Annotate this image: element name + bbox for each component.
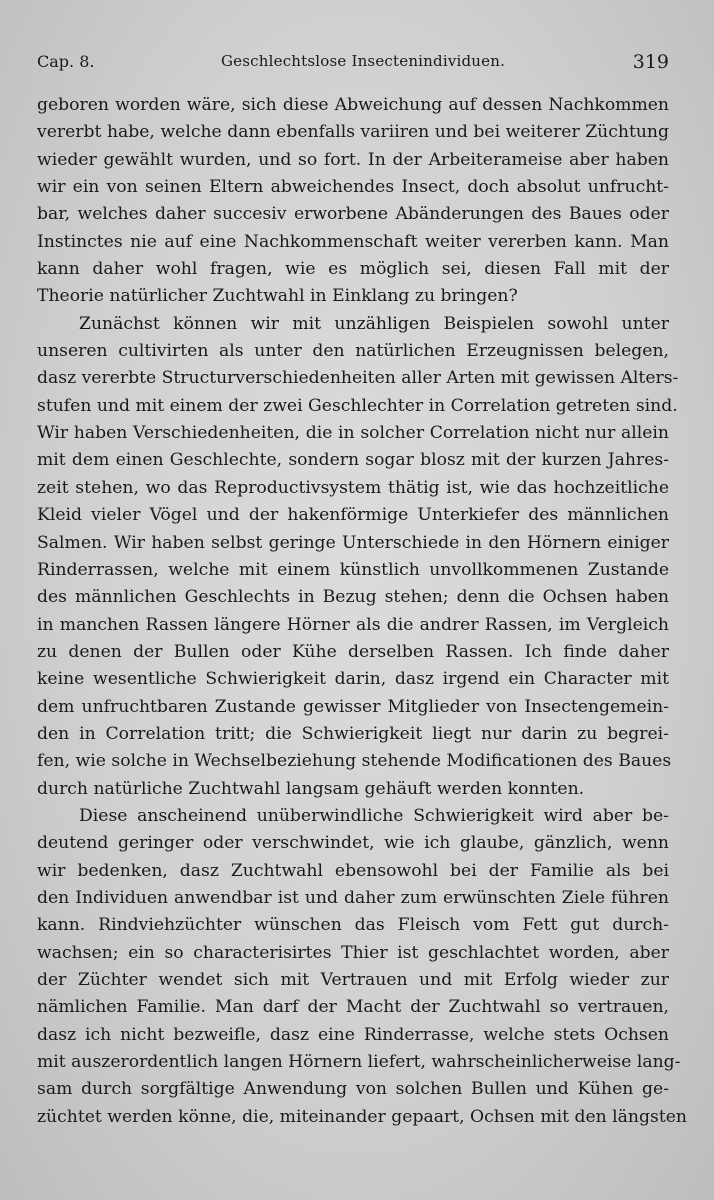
text-line: wieder gewählt wurden, und so fort. In der Arbeiterameise aber haben (37, 149, 669, 170)
text-line: unseren cultivirten als unter den natürlichen Erzeugnissen belegen, (37, 341, 669, 362)
chapter-label: Cap. 8. (37, 52, 95, 71)
paragraph-start-line: Diese anscheinend unüberwindliche Schwierigkeit wird aber be- (79, 805, 669, 826)
text-line: kann. Rindviehzüchter wünschen das Fleisch vom Fett gut durch- (37, 915, 669, 936)
text-line: keine wesentliche Schwierigkeit darin, dasz irgend ein Character mit (37, 669, 669, 690)
text-line: Rinderrassen, welche mit einem künstlich unvollkommenen Zustande (37, 559, 669, 580)
text-line: den in Correlation tritt; die Schwierigkeit liegt nur darin zu begrei- (37, 723, 669, 744)
text-line: dem unfruchtbaren Zustande gewisser Mitglieder von Insectengemein- (37, 696, 669, 717)
text-line: wir bedenken, dasz Zuchtwahl ebensowohl bei der Familie als bei (37, 860, 669, 881)
text-line: dasz vererbte Structurverschiedenheiten aller Arten mit gewissen Alters- (37, 368, 679, 389)
text-line: bar, welches daher succesiv erworbene Abänderungen des Baues oder (37, 204, 669, 225)
text-line: Wir haben Verschiedenheiten, die in solcher Correlation nicht nur allein (37, 423, 669, 444)
text-line: mit auszerordentlich langen Hörnern liefert, wahrscheinlicherweise lang- (37, 1052, 681, 1073)
text-line: zeit stehen, wo das Reproductivsystem thätig ist, wie das hochzeitliche (37, 477, 669, 498)
paragraph-end-line: Theorie natürlicher Zuchtwahl in Einklang zu bringen? (37, 286, 518, 307)
paragraph-end-line: durch natürliche Zuchtwahl langsam gehäuft werden konnten. (37, 778, 585, 799)
paragraph-start-line: Zunächst können wir mit unzähligen Beispielen sowohl unter (79, 313, 669, 334)
text-line: in manchen Rassen längere Hörner als die andrer Rassen, im Vergleich (37, 614, 669, 635)
text-line: kann daher wohl fragen, wie es möglich sei, diesen Fall mit der (37, 259, 669, 280)
text-line: den Individuen anwendbar ist und daher zum erwünschten Ziele führen (37, 887, 669, 908)
text-line: wir ein von seinen Eltern abweichendes Insect, doch absolut unfrucht- (37, 177, 669, 198)
text-line: deutend geringer oder verschwindet, wie ich glaube, gänzlich, wenn (37, 833, 669, 854)
text-line: fen, wie solche in Wechselbeziehung stehende Modificationen des Baues (37, 751, 672, 772)
text-line: stufen und mit einem der zwei Geschlechter in Correlation getreten sind. (37, 395, 678, 416)
running-header (37, 52, 669, 78)
text-line: des männlichen Geschlechts in Bezug stehen; denn die Ochsen haben (37, 587, 669, 608)
text-line: der Züchter wendet sich mit Vertrauen und mit Erfolg wieder zur (37, 970, 669, 990)
text-line: geboren worden wäre, sich diese Abweichung auf dessen Nachkommen (37, 95, 669, 115)
text-line: nämlichen Familie. Man darf der Macht der Zuchtwahl so vertrauen, (37, 997, 669, 1018)
text-line: vererbt habe, welche dann ebenfalls variiren und bei weiterer Züchtung (37, 122, 669, 143)
text-line: Salmen. Wir haben selbst geringe Unterschiede in den Hörnern einiger (37, 532, 669, 553)
text-line: züchtet werden könne, die, miteinander gepaart, Ochsen mit den längsten (37, 1106, 687, 1127)
text-line: sam durch sorgfältige Anwendung von solchen Bullen und Kühen ge- (37, 1079, 669, 1100)
page-number: 319 (632, 51, 669, 73)
text-line: mit dem einen Geschlechte, sondern sogar blosz mit der kurzen Jahres- (37, 450, 669, 471)
running-title: Geschlechtslose Insectenindividuen. (221, 52, 506, 70)
text-line: Instinctes nie auf eine Nachkommenschaft weiter vererben kann. Man (37, 231, 669, 252)
body-text (37, 92, 687, 1131)
text-line: wachsen; ein so characterisirtes Thier ist geschlachtet worden, aber (37, 942, 669, 963)
text-line: Kleid vieler Vögel und der hakenförmige Unterkiefer des männlichen (37, 505, 669, 526)
text-line: zu denen der Bullen oder Kühe derselben Rassen. Ich finde daher (37, 641, 669, 662)
text-line: dasz ich nicht bezweifle, dasz eine Rinderrasse, welche stets Ochsen (37, 1024, 669, 1045)
